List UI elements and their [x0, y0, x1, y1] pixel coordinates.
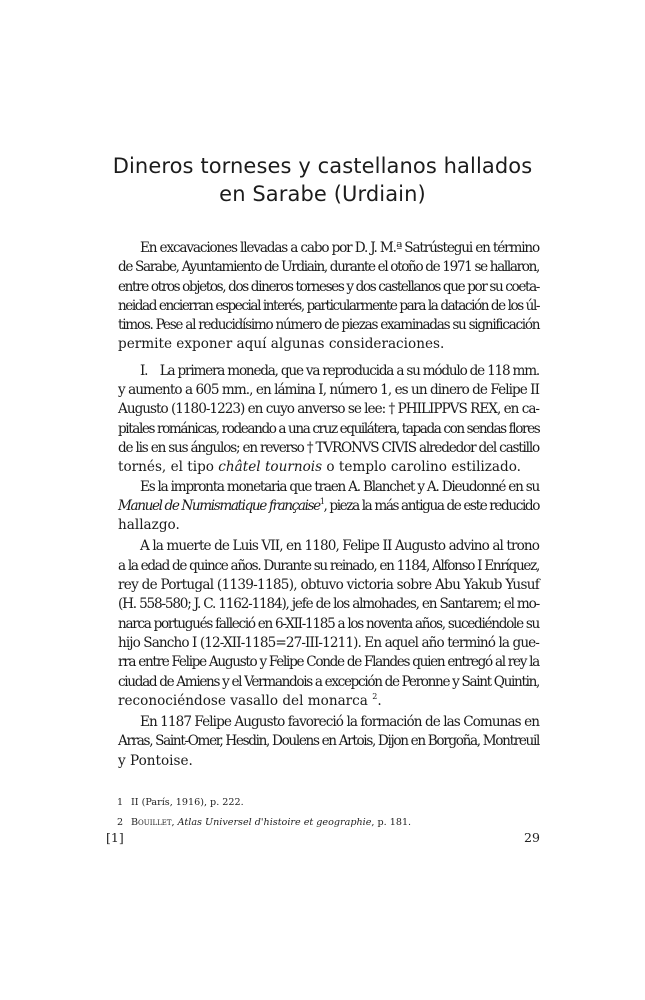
text-run: o templo carolino estilizado.: [322, 459, 522, 476]
footnote-text: II (París, 1916), p. 222.: [131, 797, 244, 808]
text-line: pitales románicas, rodeando a una cruz equilátera, tapada con sendas flores: [118, 420, 540, 437]
text-line: En 1187 Felipe Augusto favoreció la formación de las Comunas en: [140, 714, 540, 731]
text-line: hallazgo.: [118, 517, 180, 534]
footnote-author: Bouillet: [131, 817, 172, 828]
paragraph-section-1: [118, 362, 539, 478]
footnote-work: Atlas Universel d'histoire et geographie: [177, 817, 372, 828]
text-line: permite exponer aquí algunas consideraciones.: [118, 336, 445, 353]
footnote-ref-2[interactable]: 2: [372, 691, 378, 701]
title-line-1: Dineros torneses y castellanos hallados: [112, 154, 533, 178]
article-title: [100, 152, 545, 208]
section-marker: [1]: [106, 830, 124, 845]
footnote-sep: ,: [171, 817, 178, 828]
paragraph-luis-vii: [118, 537, 539, 711]
text-line: En excavaciones llevadas a cabo por D. J. M.ª Satrústegui en término: [140, 240, 540, 256]
text-line: A la muerte de Luis VII, en 1180, Felipe II Augusto advino al trono: [140, 538, 539, 555]
text-line: (H. 558-580; J. C. 1162-1184), jefe de los almohades, en Santarem; el mo-: [118, 596, 540, 613]
text-line: timos. Pese al reducidísimo número de piezas examinadas su significación: [118, 317, 540, 334]
text-line: y aumento a 605 mm., en lámina I, número 1, es un dinero de Felipe II: [118, 382, 539, 399]
text-line: [118, 692, 539, 711]
footnote-number: 1: [117, 797, 124, 808]
text-line: I. La primera moneda, que va reproducida a su módulo de 118 mm.: [140, 362, 539, 379]
text-line: [118, 497, 539, 516]
text-line: de lis en sus ángulos; en reverso † TVRONVS CIVIS alrededor del castillo: [118, 439, 539, 456]
paragraph-comunas: [118, 713, 539, 771]
text-line: [118, 458, 539, 477]
text-line: rey de Portugal (1139-1185), obtuvo victoria sobre Abu Yakub Yusuf: [118, 577, 540, 594]
text-line: rra entre Felipe Augusto y Felipe Conde de Flandes quien entregó al rey la: [118, 654, 539, 671]
text-line: entre otros objetos, dos dineros torneses y dos castellanos que por su coeta-: [118, 278, 539, 295]
footnote-ref-1[interactable]: 1: [319, 496, 324, 506]
italic-term: châtel tournois: [218, 459, 323, 476]
footnote-1: [117, 793, 547, 813]
text-line: narca portugués falleció en 6-XII-1185 a los noventa años, sucediéndole su: [118, 615, 539, 632]
footnote-2: [117, 813, 547, 833]
article-body: [118, 239, 539, 771]
text-line: Arras, Saint-Omer, Hesdin, Doulens en Artois, Dijon en Borgoña, Montreuil: [118, 733, 539, 750]
paragraph-blanchet: [118, 478, 539, 536]
italic-book-title: Manuel de Numismatique française: [118, 497, 320, 514]
text-line: de Sarabe, Ayuntamiento de Urdiain, durante el otoño de 1971 se hallaron,: [118, 259, 539, 276]
footnotes: [117, 793, 547, 833]
text-run: tornés, el tipo: [118, 459, 219, 476]
text-line: neidad encierran especial interés, particularmente para la datación de los úl-: [118, 297, 540, 314]
text-run: .: [377, 692, 382, 709]
text-line: ciudad de Amiens y el Vermandois a excepción de Peronne y Saint Quintin,: [118, 673, 540, 690]
text-line: hijo Sancho I (12-XII-1185=27-III-1211). En aquel año terminó la gue-: [118, 634, 539, 651]
text-run: , pieza la más antigua de este reducido: [323, 497, 540, 514]
text-line: a la edad de quince años. Durante su reinado, en 1184, Alfonso I Enríquez,: [118, 557, 539, 574]
page-number: 29: [524, 830, 540, 845]
title-line-2: en Sarabe (Urdiain): [219, 182, 426, 206]
footnote-number: 2: [117, 817, 124, 828]
paragraph-intro: [118, 239, 539, 355]
text-line: Augusto (1180-1223) en cuyo anverso se lee: † PHILIPPVS REX, en ca-: [118, 401, 540, 418]
footnote-rest: , p. 181.: [371, 817, 412, 828]
text-line: Es la impronta monetaria que traen A. Blanchet y A. Dieudonné en su: [140, 478, 540, 495]
text-line: y Pontoise.: [118, 752, 193, 769]
text-run: reconociéndose vasallo del monarca: [118, 692, 368, 709]
